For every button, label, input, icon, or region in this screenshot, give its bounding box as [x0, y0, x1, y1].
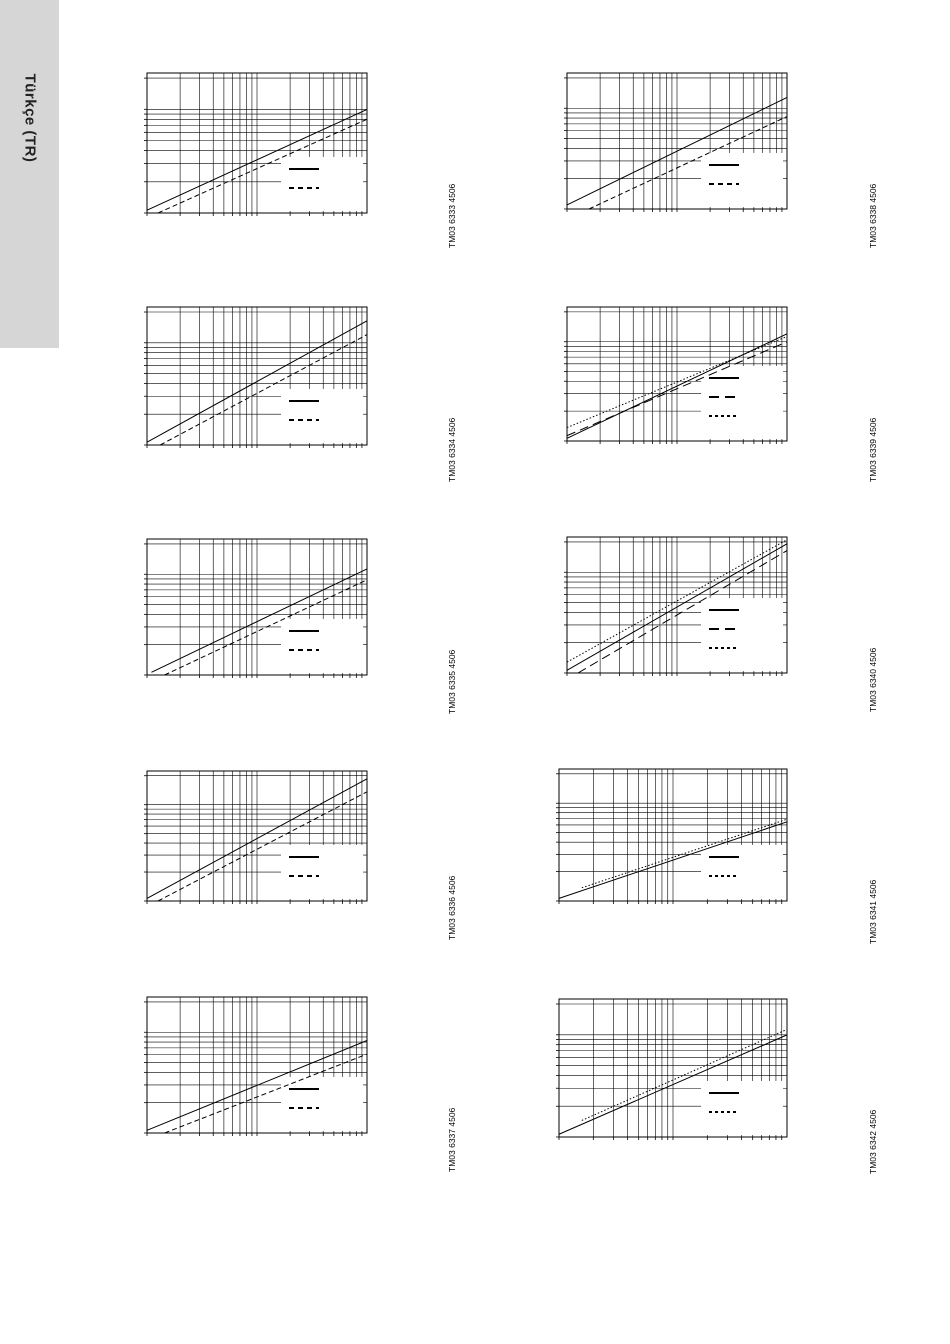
- legend-box: [701, 845, 783, 899]
- figure-code-6333: TM03 6333 4506: [447, 183, 457, 248]
- figure-code-6334: TM03 6334 4506: [447, 417, 457, 482]
- chart-tm03-6336: [146, 770, 368, 902]
- chart-tm03-6335: [146, 538, 368, 676]
- language-side-tab: [0, 0, 59, 348]
- legend-box: [281, 845, 363, 899]
- figure-code-6336: TM03 6336 4506: [447, 875, 457, 940]
- figure-code-6339: TM03 6339 4506: [868, 417, 878, 482]
- legend-box: [281, 619, 363, 673]
- language-tab-label: Türkçe (TR): [21, 73, 39, 163]
- chart-tm03-6340: [566, 536, 788, 674]
- figure-code-6340: TM03 6340 4506: [868, 647, 878, 712]
- figure-code-6338: TM03 6338 4506: [868, 183, 878, 248]
- figure-code-6335: TM03 6335 4506: [447, 649, 457, 714]
- chart-tm03-6339: [566, 306, 788, 442]
- legend-box: [701, 153, 783, 207]
- legend-box: [701, 1081, 783, 1135]
- legend-box: [281, 157, 363, 211]
- chart-tm03-6341: [558, 768, 788, 902]
- chart-tm03-6333: [146, 72, 368, 214]
- figure-code-6341: TM03 6341 4506: [868, 879, 878, 944]
- chart-tm03-6337: [146, 996, 368, 1134]
- legend-box: [281, 389, 363, 443]
- legend-box: [701, 598, 783, 671]
- figure-code-6337: TM03 6337 4506: [447, 1107, 457, 1172]
- figure-code-6342: TM03 6342 4506: [868, 1109, 878, 1174]
- legend-box: [281, 1077, 363, 1131]
- chart-tm03-6334: [146, 306, 368, 446]
- chart-tm03-6342: [558, 998, 788, 1138]
- legend-box: [701, 366, 783, 439]
- chart-tm03-6338: [566, 72, 788, 210]
